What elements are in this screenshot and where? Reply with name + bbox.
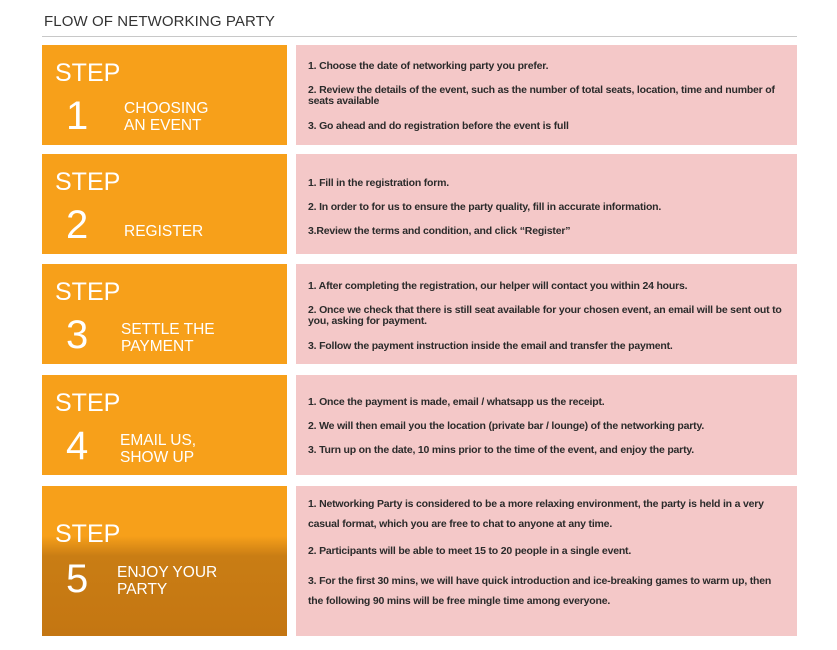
step-label-line1: CHOOSING [124, 100, 209, 117]
step-4-box [42, 375, 287, 475]
list-item: 3.Review the terms and condition, and click “Register” [308, 225, 571, 237]
step-1-box [42, 45, 287, 145]
list-item: 1. Once the payment is made, email / whatsapp us the receipt. [308, 396, 605, 408]
step-5-box [42, 486, 287, 636]
step-label-line1: REGISTER [124, 223, 204, 240]
list-item: 2. In order to for us to ensure the party quality, fill in accurate information. [308, 201, 662, 213]
step-word: STEP [55, 389, 121, 417]
list-item: 2. We will then email you the location (private bar / lounge) of the networking party. [308, 420, 705, 432]
step-3-details [296, 264, 797, 364]
list-item: 3. Go ahead and do registration before the event is full [308, 120, 569, 132]
step-2-box [42, 154, 287, 254]
list-item: 2. Review the details of the event, such as the number of total seats, location, time and number of seats available [308, 84, 775, 107]
step-2-details [296, 154, 797, 254]
list-item: 3. Turn up on the date, 10 mins prior to the time of the event, and enjoy the party. [308, 444, 694, 456]
step-number: 5 [66, 557, 89, 601]
step-4-details [296, 375, 797, 475]
step-1-details [296, 45, 797, 145]
step-word: STEP [55, 168, 121, 196]
step-number: 2 [66, 203, 89, 247]
list-item: 2. Participants will be able to meet 15 to 20 people in a single event. [308, 545, 632, 557]
step-word: STEP [55, 278, 121, 306]
list-item: 2. Once we check that there is still seat available for your chosen event, an email will be sent out to you, asking for payment. [308, 304, 782, 327]
list-item: 1. After completing the registration, our helper will contact you within 24 hours. [308, 280, 688, 292]
step-label-line2: PARTY [117, 581, 168, 598]
step-label-line1: SETTLE THE [121, 321, 215, 338]
step-word: STEP [55, 59, 121, 87]
step-label-line2: SHOW UP [120, 449, 195, 466]
list-item: 3. Follow the payment instruction inside the email and transfer the payment. [308, 340, 673, 352]
step-5-details [296, 486, 797, 636]
list-item: 1. Choose the date of networking party you prefer. [308, 60, 549, 72]
list-item: 1. Fill in the registration form. [308, 177, 449, 189]
title-divider [42, 36, 797, 37]
page-title: FLOW OF NETWORKING PARTY [44, 13, 276, 30]
step-label-line1: EMAIL US, [120, 432, 197, 449]
step-label-line2: PAYMENT [121, 338, 194, 355]
step-3-box [42, 264, 287, 364]
list-item: 1. Networking Party is considered to be a more relaxing environment, the party is held in a very casual format, which you are free to chat to anyone at any time. [308, 498, 764, 530]
step-label-line2: AN EVENT [124, 117, 202, 134]
step-number: 4 [66, 424, 89, 468]
step-word: STEP [55, 520, 121, 548]
step-label-line1: ENJOY YOUR [117, 564, 218, 581]
list-item: 3. For the first 30 mins, we will have quick introduction and ice-breaking games to warm up, then the following 90 mins will be free mingle time among everyone. [308, 575, 772, 607]
step-number: 1 [66, 94, 89, 138]
step-number: 3 [66, 313, 89, 357]
